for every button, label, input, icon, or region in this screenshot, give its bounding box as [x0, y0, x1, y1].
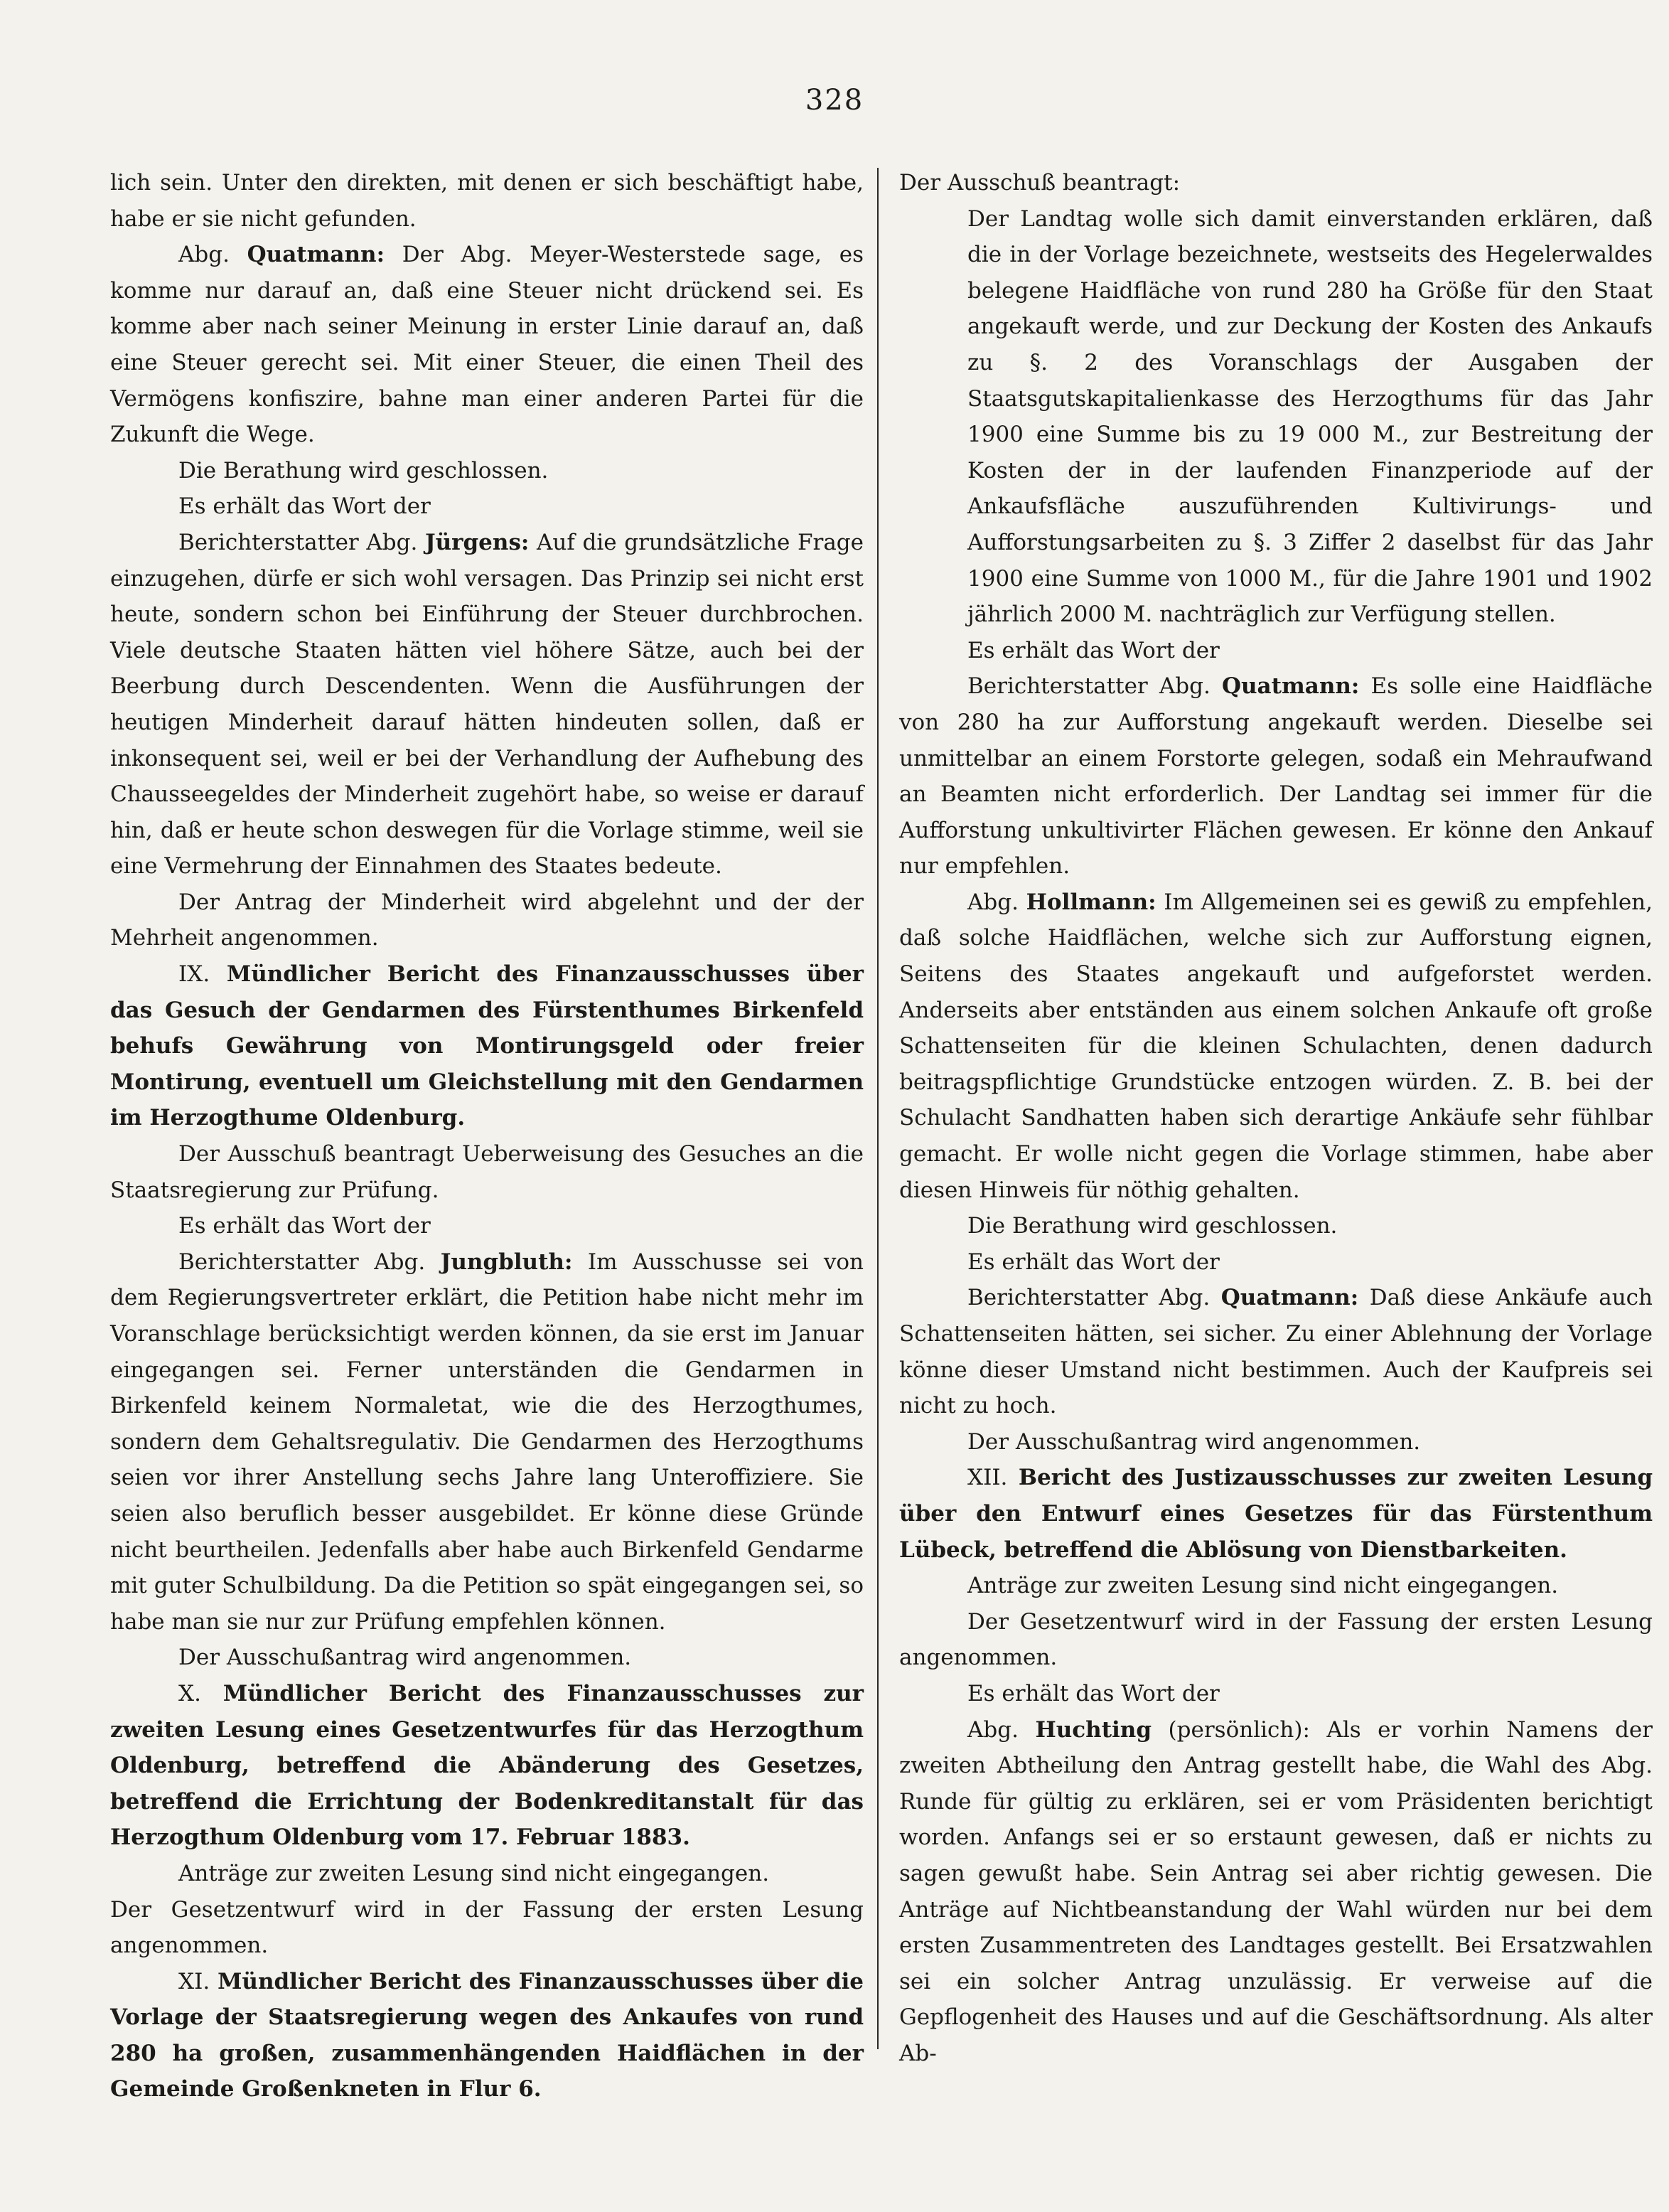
page-number: 328: [805, 84, 864, 117]
paragraph: Die Berathung wird geschlossen.: [967, 1213, 1338, 1239]
speech-paragraph: Abg. Quatmann: Der Abg. Meyer-Westerstede sage, es komme nur darauf an, daß eine Steuer nicht drückend sei. Es komme aber nach seiner Meinung in erster Linie darauf an, daß eine Steuer gerecht sei. Mit einer Steuer, die einen Theil des Vermögens konfiszire, bahne man einer anderen Partei für die Zukunft die Wege.: [110, 242, 864, 448]
section-heading-xii: XII. Bericht des Justizausschusses zur zweiten Lesung über den Entwurf eines Gesetzes für das Fürstenthum Lübeck, betreffend die Ablösung von Dienstbarkeiten.: [899, 1465, 1653, 1563]
speaker-name: Jürgens:: [424, 529, 530, 555]
paragraph: Es erhält das Wort der: [178, 1213, 431, 1239]
speech-paragraph: Berichterstatter Abg. Jürgens: Auf die grundsätzliche Frage einzugehen, dürfe er sich wohl versagen. Das Prinzip sei nicht erst heute, sondern schon bei Einführung der Steuer durchbrochen. Viele deutsche Staaten hätten viel höhere Sätze, auch bei der Beerbung durch Descendenten. Wenn die Ausführungen der heutigen Minderheit darauf hätten hindeuten sollen, daß er inkonsequent sei, weil er bei der Verhandlung der Aufhebung des Chausseegeldes der Minderheit zugehört habe, so weise er darauf hin, daß er heute schon deswegen für die Vorlage stimme, weil sie eine Vermehrung der Einnahmen des Staates bedeute.: [110, 529, 864, 880]
speech-paragraph: Berichterstatter Abg. Jungbluth: Im Ausschusse sei von dem Regierungsvertreter erklärt, die Petition habe nicht mehr im Voranschlage berücksichtigt werden können, da sie erst im Januar eingegangen sei. Ferner unterständen die Gendarmen in Birkenfeld keinem Normaletat, wie die des Herzogthumes, sondern dem Gehaltsregulativ. Die Gendarmen des Herzogthums seien vor ihrer Anstellung sechs Jahre lang Unteroffiziere. Sie seien also beruflich besser ausgebildet. Er könne diese Gründe nicht beurtheilen. Jedenfalls aber habe auch Birkenfeld Gendarme mit guter Schulbildung. Da die Petition so spät eingegangen sei, so habe man sie nur zur Prüfung empfehlen können.: [110, 1249, 864, 1635]
paragraph: lich sein. Unter den direkten, mit denen er sich beschäftigt habe, habe er sie nicht gefunden.: [110, 170, 864, 232]
speech-paragraph: Berichterstatter Abg. Quatmann: Daß diese Ankäufe auch Schattenseiten hätten, sei sicher. Zu einer Ablehnung der Vorlage könne dieser Umstand nicht bestimmen. Auch der Kaufpreis sei nicht zu hoch.: [899, 1285, 1653, 1419]
speaker-name: Quatmann:: [247, 242, 385, 268]
paragraph: Der Antrag der Minderheit wird abgelehnt und der der Mehrheit angenommen.: [110, 889, 864, 951]
section-heading-x: X. Mündlicher Bericht des Finanzausschusses zur zweiten Lesung eines Gesetzentwurfes für das Herzogthum Oldenburg, betreffend die Abänderung des Gesetzes, betreffend die Errichtung der Bodenkreditanstalt für das Herzogthum Oldenburg vom 17. Februar 1883.: [110, 1680, 864, 1851]
speaker-name: Hollmann:: [1026, 889, 1157, 915]
paragraph: Es erhält das Wort der: [967, 1680, 1220, 1706]
paragraph: Der Ausschuß beantragt:: [899, 170, 1181, 196]
speaker-name: Jungbluth:: [440, 1249, 573, 1275]
column-divider: [877, 168, 879, 2049]
paragraph: Es erhält das Wort der: [178, 493, 431, 520]
speech-paragraph: Berichterstatter Abg. Quatmann: Es solle eine Haidfläche von 280 ha zur Aufforstung angekauft werden. Dieselbe sei unmittelbar an einem Forstorte gelegen, sodaß ein Mehraufwand an Beamten nicht erforderlich. Der Landtag sei immer für die Aufforstung unkultivirter Flächen gewesen. Er könne den Ankauf nur empfehlen.: [899, 673, 1653, 880]
paragraph: Der Ausschuß beantragt Ueberweisung des Gesuches an die Staatsregierung zur Prüfung.: [110, 1141, 864, 1203]
speech-paragraph: Abg. Huchting (persönlich): Als er vorhin Namens der zweiten Abtheilung den Antrag gestellt habe, die Wahl des Abg. Runde für gültig zu erklären, sei er vom Präsidenten berichtigt worden. Anfangs sei er so erstaunt gewesen, daß er nichts zu sagen gewußt habe. Sein Antrag sei aber richtig gewesen. Die Anträge auf Nichtbeanstandung der Wahl würden nur bei dem ersten Zusammentreten des Landtages gestellt. Bei Ersatzwahlen sei ein solcher Antrag unzulässig. Er verweise auf die Gepflogenheit des Hauses und auf die Geschäftsordnung. Als alter Ab-: [899, 1716, 1653, 2066]
paragraph: Es erhält das Wort der: [967, 1249, 1220, 1275]
motion-block: Der Landtag wolle sich damit einverstanden erklären, daß die in der Vorlage bezeichnete, westseits des Hegelerwaldes belegene Haidfläche von rund 280 ha Größe für den Staat angekauft werde, und zur Deckung der Kosten des Ankaufs zu §. 2 des Voranschlags der Ausgaben der Staatsgutskapitalienkasse des Herzogthums für das Jahr 1900 eine Summe bis zu 19 000 M., zur Bestreitung der Kosten der in der laufenden Finanzperiode auf der Ankaufsfläche auszuführenden Kultivirungs- und Aufforstungsarbeiten zu §. 3 Ziffer 2 daselbst für das Jahr 1900 eine Summe von 1000 M., für die Jahre 1901 und 1902 jährlich 2000 M. nachträglich zur Verfügung stellen.: [967, 205, 1653, 628]
speaker-name: Huchting: [1035, 1716, 1152, 1743]
paragraph: Anträge zur zweiten Lesung sind nicht eingegangen.: [178, 1860, 770, 1886]
speaker-name: Quatmann:: [1220, 1285, 1359, 1311]
paragraph: Der Gesetzentwurf wird in der Fassung der ersten Lesung angenommen.: [899, 1608, 1653, 1671]
paragraph: Der Ausschußantrag wird angenommen.: [967, 1428, 1421, 1455]
paragraph: Der Ausschußantrag wird angenommen.: [178, 1645, 632, 1671]
left-column: [110, 165, 864, 2107]
speech-paragraph: Abg. Hollmann: Im Allgemeinen sei es gewiß zu empfehlen, daß solche Haidflächen, welche sich zur Aufforstung eignen, Seitens des Staates angekauft und aufgeforstet werden. Anderseits aber entständen aus einem solchen Ankaufe oft große Schattenseiten für die kleinen Schulachten, denen dadurch beitragspflichtige Grundstücke entzogen würden. Z. B. bei der Schulacht Sandhatten haben sich derartige Ankäufe sehr fühlbar gemacht. Er wolle nicht gegen die Vorlage stimmen, habe aber diesen Hinweis für nöthig gehalten.: [899, 889, 1653, 1203]
paragraph: Die Berathung wird geschlossen.: [178, 457, 549, 483]
paragraph: Der Gesetzentwurf wird in der Fassung der ersten Lesung angenommen.: [110, 1896, 864, 1959]
section-heading-ix: IX. Mündlicher Bericht des Finanzausschusses über das Gesuch der Gendarmen des Fürstenthumes Birkenfeld behufs Gewährung von Montirungsgeld oder freier Montirung, eventuell um Gleichstellung mit den Gendarmen im Herzogthume Oldenburg.: [110, 961, 864, 1131]
section-heading-xi: XI. Mündlicher Bericht des Finanzausschusses über die Vorlage der Staatsregierung wegen des Ankaufes von rund 280 ha großen, zusammenhängenden Haidflächen in der Gemeinde Großenkneten in Flur 6.: [110, 1968, 864, 2103]
right-column: [899, 165, 1653, 2071]
paragraph: Anträge zur zweiten Lesung sind nicht eingegangen.: [967, 1573, 1559, 1599]
paragraph: Es erhält das Wort der: [967, 637, 1220, 663]
speaker-name: Quatmann:: [1222, 673, 1360, 700]
